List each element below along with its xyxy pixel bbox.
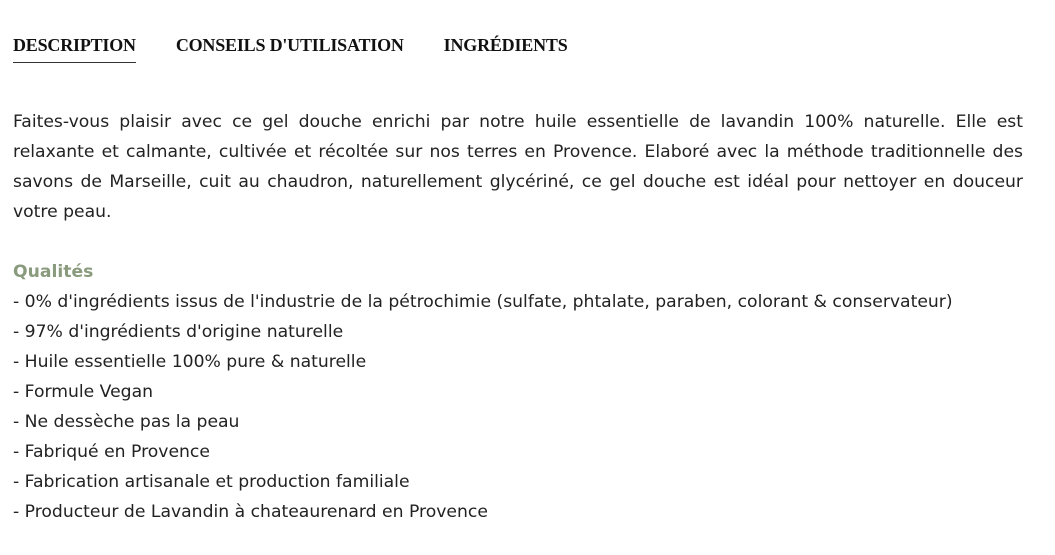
description-text: Faites-vous plaisir avec ce gel douche enrichi par notre huile essentielle de lavandin 100% naturelle. Elle est relaxante et calmante, cultivée et récoltée sur nos terres en Provence. Elaboré avec la méthode traditionnelle des savons de Marseille, cuit au chaudron, naturellement glycériné, ce gel douche est idéal pour nettoyer en douceur votre peau. — [13, 112, 1023, 222]
tab-panel-description — [13, 107, 1023, 527]
product-tabs — [13, 33, 568, 63]
list-item: - Formule Vegan — [13, 382, 153, 402]
list-item: - 0% d'ingrédients issus de l'industrie de la pétrochimie (sulfate, phtalate, paraben, colorant & conservateur) — [13, 292, 953, 312]
qualities-heading: Qualités — [13, 262, 94, 282]
list-item: - Producteur de Lavandin à chateaurenard en Provence — [13, 502, 488, 522]
list-item: - 97% d'ingrédients d'origine naturelle — [13, 322, 344, 342]
tab-description[interactable]: DESCRIPTION — [13, 33, 136, 63]
list-item: - Fabriqué en Provence — [13, 442, 210, 462]
qualities-list — [13, 287, 1023, 527]
tab-ingredients[interactable]: INGRÉDIENTS — [443, 35, 568, 55]
tab-conseils-utilisation[interactable]: CONSEILS D'UTILISATION — [175, 35, 404, 55]
list-item: - Huile essentielle 100% pure & naturelle — [13, 352, 367, 372]
list-item: - Ne dessèche pas la peau — [13, 412, 240, 432]
list-item: - Fabrication artisanale et production familiale — [13, 472, 410, 492]
